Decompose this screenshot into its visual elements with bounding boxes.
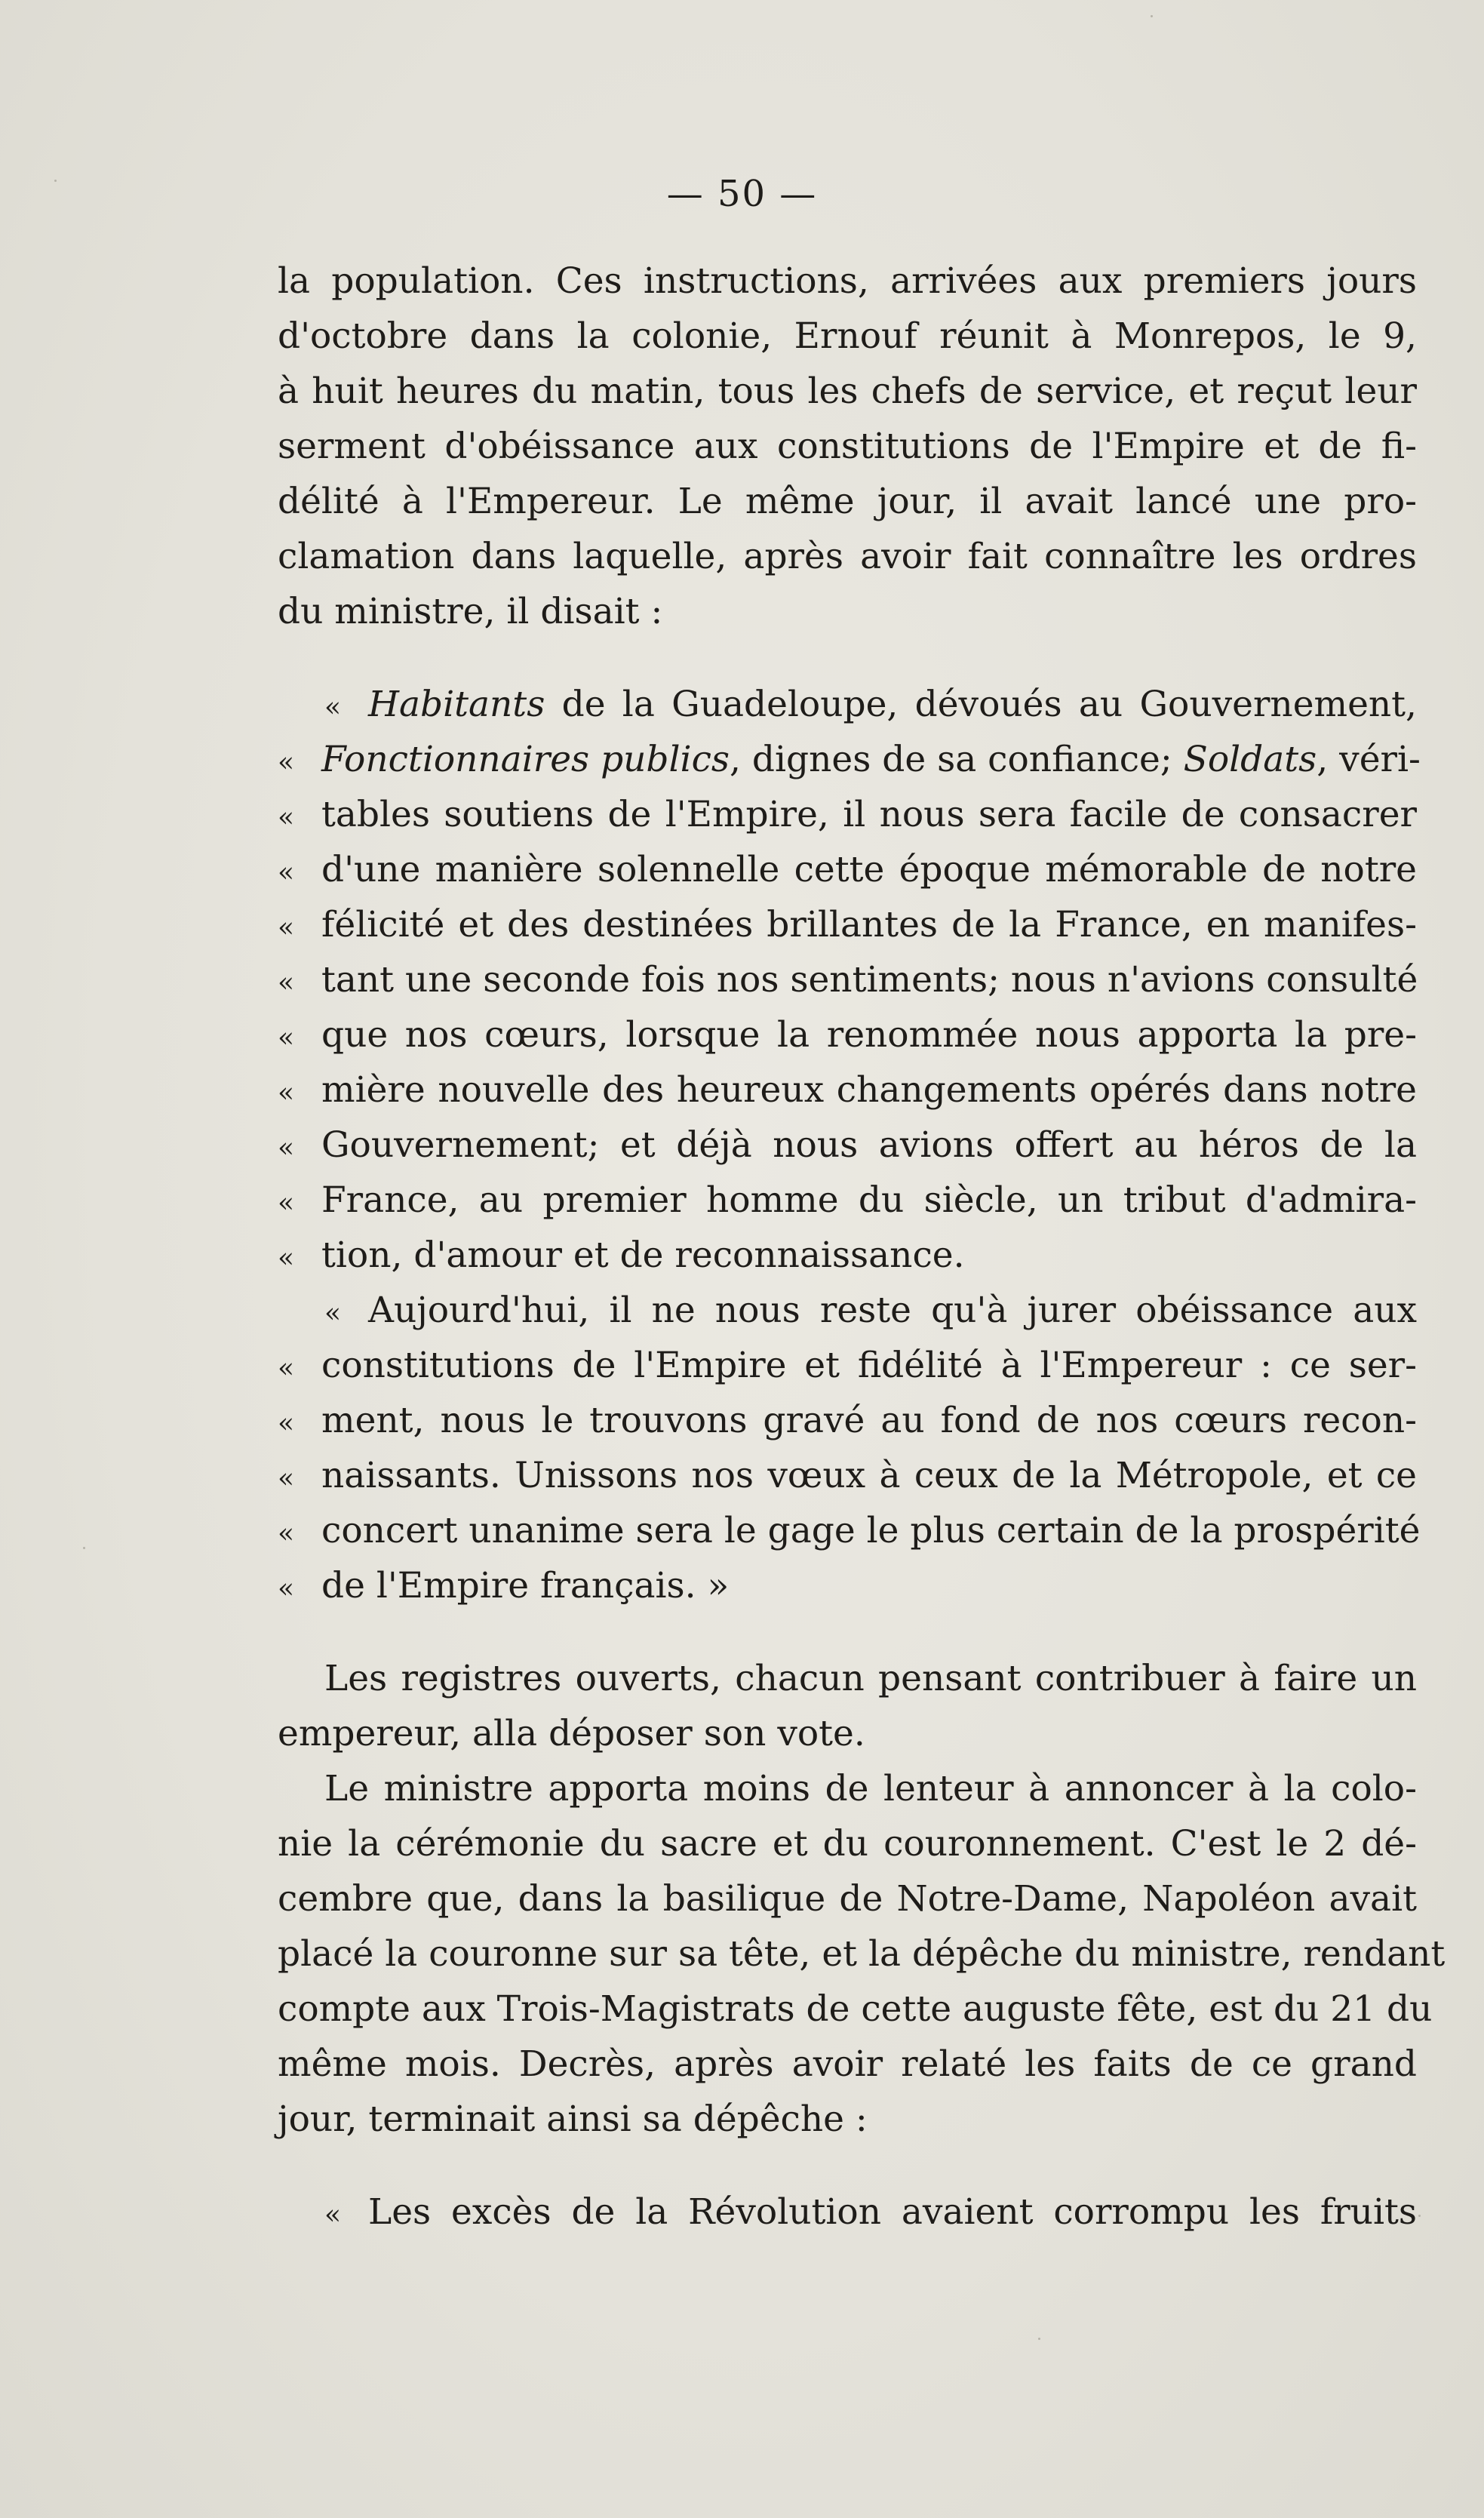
paper-speck: [83, 1547, 85, 1549]
quote-line: [278, 1338, 1417, 1393]
quote-mark: «: [324, 1298, 342, 1329]
quote-line: [278, 1118, 1417, 1173]
quote-mark: «: [278, 857, 295, 888]
quote-line: [278, 1007, 1417, 1062]
quote-mark: «: [278, 1188, 295, 1219]
quote-text: , véri-: [1317, 739, 1421, 780]
quote-line: [278, 2184, 1417, 2240]
quote-mark: «: [278, 1078, 295, 1108]
text-line: d'octobre dans la colonie, Ernouf réunit à Monrepos, le 9,: [278, 315, 1417, 357]
quote-text: constitutions de l'Empire et fidélité à l'Empereur : ce ser-: [321, 1345, 1417, 1386]
quote-text: France, au premier homme du siècle, un tribut d'admira-: [321, 1179, 1417, 1221]
text-line: du ministre, il disait :: [278, 591, 663, 632]
text-line: empereur, alla déposer son vote.: [278, 1713, 865, 1754]
quote-mark: «: [324, 692, 342, 723]
quote-mark: «: [278, 1133, 295, 1164]
paragraph-gap: [278, 2147, 1417, 2184]
text-line: placé la couronne sur sa tête, et la dépêche du ministre, rendant: [278, 1933, 1446, 1975]
quote-mark: «: [278, 802, 295, 833]
quote-text: ment, nous le trouvons gravé au fond de nos cœurs recon-: [321, 1400, 1417, 1441]
text-line: Les registres ouverts, chacun pensant contribuer à faire un: [324, 1658, 1417, 1699]
quote-line: [278, 897, 1417, 952]
quote-text: félicité et des destinées brillantes de la France, en manifes-: [321, 904, 1417, 945]
quote-line: [278, 1062, 1417, 1118]
quote-line: [278, 842, 1417, 897]
text-line: nie la cérémonie du sacre et du couronnement. C'est le 2 dé-: [278, 1823, 1417, 1865]
paper-speck: [1038, 2338, 1040, 2340]
quote-text: tion, d'amour et de reconnaissance.: [321, 1234, 965, 1276]
text-line: délité à l'Empereur. Le même jour, il avait lancé une pro-: [278, 481, 1417, 522]
quote-line: [278, 1228, 1417, 1283]
quote-text: que nos cœurs, lorsque la renommée nous apporta la pre-: [321, 1014, 1417, 1056]
quote-mark: «: [278, 912, 295, 943]
quote-text: d'une manière solennelle cette époque mémorable de notre: [321, 849, 1417, 890]
quote-line: [278, 1283, 1417, 1338]
italic-term: Soldats: [1183, 739, 1317, 780]
quote-mark: «: [278, 1518, 295, 1549]
quote-text: de la Guadeloupe, dévoués au Gouvernement,: [545, 684, 1417, 725]
quote-text: tables soutiens de l'Empire, il nous sera facile de consacrer: [321, 794, 1417, 835]
quote-text: mière nouvelle des heureux changements opérés dans notre: [321, 1069, 1417, 1111]
paper-speck: [1418, 2215, 1421, 2217]
quote-mark: «: [278, 1353, 295, 1384]
quote-text: Aujourd'hui, il ne nous reste qu'à jurer obéissance aux: [368, 1290, 1417, 1331]
italic-term: Fonctionnaires publics: [321, 739, 730, 780]
text-line: compte aux Trois-Magistrats de cette auguste fête, est du 21 du: [278, 1988, 1433, 2030]
paragraph-gap: [278, 1613, 1417, 1651]
paragraph-1: [278, 254, 1417, 639]
quote-mark: «: [278, 1022, 295, 1053]
paragraph-2: [278, 1651, 1417, 1761]
quote-mark: «: [278, 1463, 295, 1494]
quote-text: tant une seconde fois nos sentiments; nous n'avions consulté: [321, 959, 1418, 1001]
body-text: [278, 254, 1446, 2240]
quote-mark: «: [278, 1408, 295, 1439]
paper-speck: [54, 180, 57, 182]
quote-mark: «: [278, 1243, 295, 1274]
quote-text: Gouvernement; et déjà nous avions offert au héros de la: [321, 1124, 1417, 1166]
italic-term: Habitants: [368, 684, 545, 725]
text-line: même mois. Decrès, après avoir relaté les faits de ce grand: [278, 2043, 1417, 2085]
paper-speck: [1151, 15, 1153, 17]
quote-line: [278, 732, 1421, 787]
text-line: serment d'obéissance aux constitutions de l'Empire et de fi-: [278, 426, 1417, 467]
quote-text: de l'Empire français. »: [321, 1565, 730, 1606]
quote-line: [278, 952, 1417, 1007]
text-line: clamation dans laquelle, après avoir fait connaître les ordres: [278, 536, 1417, 577]
proclamation-quote-2: [278, 1283, 1421, 1613]
quote-text: , dignes de sa confiance;: [730, 739, 1184, 780]
quote-mark: «: [324, 2200, 342, 2231]
page-number: — 50 —: [666, 173, 818, 215]
quote-text: concert unanime sera le gage le plus certain de la prospérité: [321, 1510, 1421, 1551]
paragraph-gap: [278, 639, 1417, 677]
paragraph-3: [278, 1761, 1446, 2147]
quote-line: [278, 677, 1417, 732]
ministerial-dispatch-quote: [278, 2184, 1417, 2240]
quote-text: Les excès de la Révolution avaient corrompu les fruits: [368, 2191, 1417, 2233]
quote-line: [278, 787, 1417, 842]
proclamation-quote-1: [278, 677, 1421, 1283]
quote-mark: «: [278, 1573, 295, 1604]
quote-line: [278, 1173, 1417, 1228]
quote-line: [278, 1503, 1421, 1558]
quote-text: naissants. Unissons nos vœux à ceux de la Métropole, et ce: [321, 1455, 1417, 1496]
quote-line: [278, 1558, 1417, 1613]
text-line: cembre que, dans la basilique de Notre-Dame, Napoléon avait: [278, 1878, 1417, 1920]
text-line: jour, terminait ainsi sa dépêche :: [278, 2098, 868, 2140]
quote-mark: «: [278, 747, 295, 778]
quote-line: [278, 1448, 1417, 1503]
text-line: Le ministre apporta moins de lenteur à annoncer à la colo-: [324, 1768, 1417, 1809]
text-line: la population. Ces instructions, arrivées aux premiers jours: [278, 260, 1417, 302]
quote-line: [278, 1393, 1417, 1448]
text-line: à huit heures du matin, tous les chefs de service, et reçut leur: [278, 370, 1417, 412]
quote-mark: «: [278, 967, 295, 998]
